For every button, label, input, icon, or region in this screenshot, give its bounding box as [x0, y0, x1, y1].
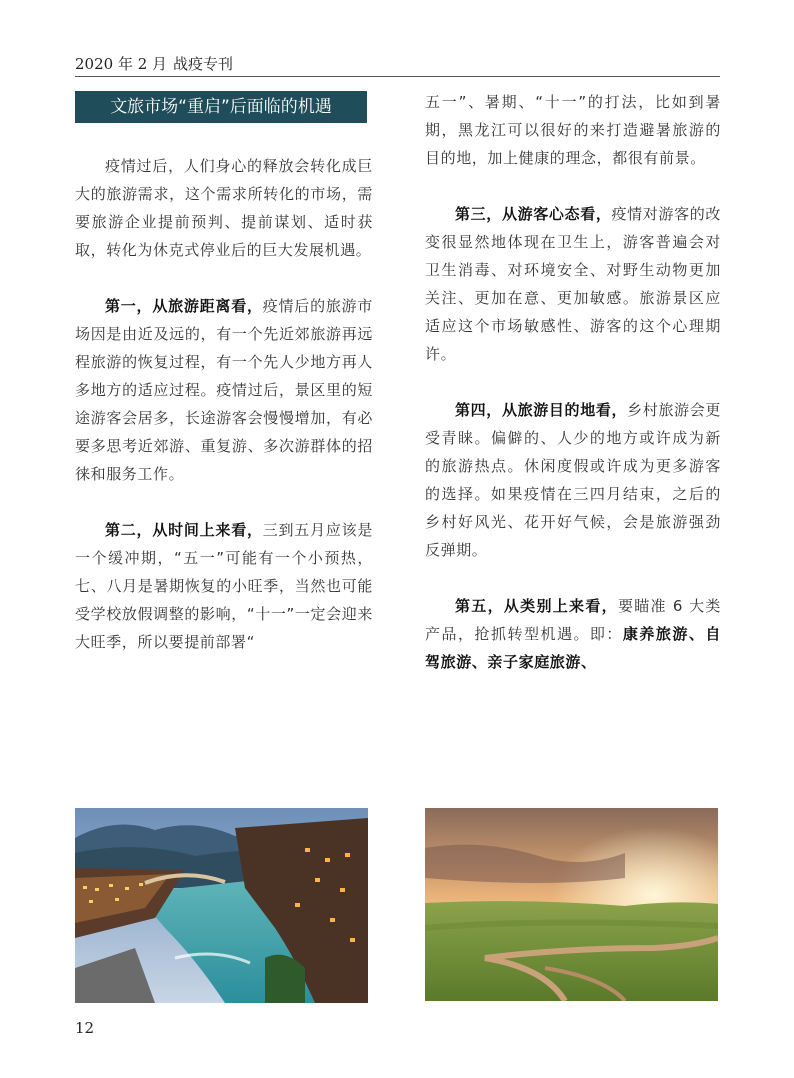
paragraph-fifth	[425, 592, 721, 676]
left-column	[75, 152, 373, 656]
paragraph-first	[75, 292, 373, 488]
river-town-photo	[75, 808, 368, 1003]
page-header	[75, 50, 720, 77]
fifth-point-heading: 第五，从类别上来看，	[455, 597, 618, 615]
third-point-body: 疫情对游客的改变很显然地体现在卫生上，游客普遍会对卫生消毒、对环境安全、对野生动物更加关注、更加在意、更加敏感。旅游景区应适应这个市场敏感性、游客的这个心理期许。	[425, 205, 721, 363]
fourth-point-heading: 第四，从旅游目的地看，	[455, 401, 628, 419]
second-point-continued: 五一”、暑期、“十一”的打法，比如到暑期，黑龙江可以很好的来打造避暑旅游的目的地，加上健康的理念，都很有前景。	[425, 93, 721, 167]
intro-paragraph: 疫情过后，人们身心的释放会转化成巨大的旅游需求，这个需求所转化的市场，需要旅游企业提前预判、提前谋划、适时获取，转化为休克式停业后的巨大发展机遇。	[75, 157, 373, 259]
fifth-point-products: 康养旅游、自驾旅游、亲子家庭旅游、	[425, 625, 721, 671]
fifth-point-body: 要瞄准 6 大类产品，抢抓转型机遇。即：	[425, 597, 721, 643]
second-point-heading: 第二，从时间上来看，	[105, 521, 263, 539]
second-point-body: 三到五月应该是一个缓冲期，“五一”可能有一个小预热，七、八月是暑期恢复的小旺季，当然也可能受学校放假调整的影响，“十一”一定会迎来大旺季，所以要提前部署“	[75, 521, 373, 651]
paragraph-fourth	[425, 396, 721, 564]
first-point-body: 疫情后的旅游市场因是由近及远的，有一个先近郊旅游再远程旅游的恢复过程，有一个先人少地方再人多地方的适应过程。疫情过后，景区里的短途游客会居多，长途游客会慢慢增加，有必要多思考近郊游、重复游、多次游群体的招徕和服务工作。	[75, 297, 373, 483]
article-title: 文旅市场“重启”后面临的机遇	[75, 91, 367, 123]
paragraph-second	[75, 516, 373, 656]
countryside-sunset-photo	[425, 808, 718, 1001]
issue-title: 战疫专刊	[173, 55, 234, 73]
issue-date: 2020 年 2 月	[75, 55, 168, 73]
fourth-point-body: 乡村旅游会更受青睐。偏僻的、人少的地方或许成为新的旅游热点。休闲度假或许成为更多游客的选择。如果疫情在三四月结束，之后的乡村好风光、花开好气候，会是旅游强劲反弹期。	[425, 401, 721, 559]
first-point-heading: 第一，从旅游距离看，	[105, 297, 263, 315]
third-point-heading: 第三，从游客心态看，	[455, 205, 612, 223]
page-number: 12	[75, 1019, 95, 1037]
paragraph-third	[425, 200, 721, 368]
right-column	[425, 88, 721, 676]
